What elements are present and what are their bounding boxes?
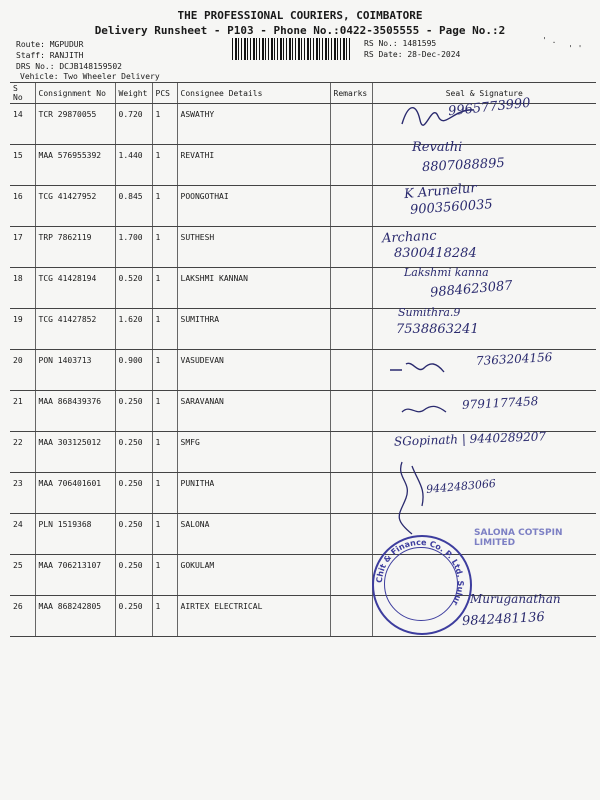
rs-date: RS Date: 28-Dec-2024 — [364, 50, 461, 59]
table-row: 18 TCG 41428194 0.520 1 LAKSHMI KANNAN — [10, 268, 596, 309]
col-signature: Seal & Signature — [372, 83, 596, 104]
table-row: 21 MAA 868439376 0.250 1 SARAVANAN — [10, 391, 596, 432]
table-row: 20 PON 1403713 0.900 1 VASUDEVAN — [10, 350, 596, 391]
signature-row-18-name: Lakshmi kanna — [404, 266, 489, 279]
signature-row-14: 9965773990 — [447, 95, 532, 120]
route-label: Route: MGPUDUR — [16, 40, 84, 49]
signature-row-26-name: Muruganathan — [470, 592, 561, 606]
table-row: 24 PLN 1519368 0.250 1 SALONA — [10, 514, 596, 555]
signature-row-20: 7363204156 — [475, 350, 553, 368]
col-remarks: Remarks — [330, 83, 372, 104]
table-row: 16 TCG 41427952 0.845 1 POONGOTHAI — [10, 186, 596, 227]
signature-row-17-name: Archanc — [381, 228, 438, 247]
staff-label: Staff: RANJITH — [16, 51, 84, 60]
signature-row-19-phone: 7538863241 — [396, 322, 479, 337]
corner-mark-2: ' ' — [568, 44, 583, 53]
table-row: 19 TCG 41427852 1.620 1 SUMITHRA — [10, 309, 596, 350]
company-title: THE PROFESSIONAL COURIERS, COIMBATORE — [177, 9, 423, 22]
runsheet-subtitle: Delivery Runsheet - P103 - Phone No.:0422-3505555 - Page No.:2 — [94, 24, 506, 37]
col-weight: Weight — [115, 83, 152, 104]
barcode — [232, 38, 352, 60]
signature-row-22: SGopinath | 9440289207 — [393, 429, 547, 449]
seal-text: Chit & Finance Co. P. Ltd. Sulur — [374, 537, 466, 607]
svg-text:Chit & Finance Co. P. Ltd. Sul — [375, 538, 465, 607]
salona-stamp-text: SALONA COTSPIN LIMITED — [474, 528, 563, 548]
signature-scribble — [382, 458, 442, 538]
col-consignee: Consignee Details — [177, 83, 330, 104]
vehicle-label: Vehicle: Two Wheeler Delivery — [20, 72, 160, 81]
col-sno: S No — [10, 83, 35, 104]
col-pcs: PCS — [152, 83, 177, 104]
drs-number: DRS No.: DCJB148159502 — [16, 62, 122, 71]
table-row: 14 TCR 29870055 0.720 1 ASWATHY — [10, 104, 596, 145]
signature-row-16-phone: 9003560035 — [409, 197, 494, 218]
rs-number: RS No.: 1481595 — [364, 39, 437, 48]
table-row: 26 MAA 868242805 0.250 1 AIRTEX ELECTRICAL — [10, 596, 596, 637]
signature-row-21: 9791177458 — [461, 394, 539, 412]
signature-row-15-phone: 8807088895 — [421, 155, 506, 176]
signature-scribble — [400, 400, 450, 420]
corner-mark: ' . — [542, 36, 557, 45]
signature-row-15-name: Revathi — [412, 140, 463, 155]
table-row: 17 TRP 7862119 1.700 1 SUTHESH — [10, 227, 596, 268]
col-consignment: Consignment No — [35, 83, 115, 104]
signature-row-19-name: Sumithra.9 — [398, 306, 461, 319]
signature-row-17-phone: 8300418284 — [394, 246, 477, 261]
table-row: 25 MAA 706213107 0.250 1 GOKULAM — [10, 555, 596, 596]
signature-row-26-phone: 9842481136 — [461, 609, 546, 630]
company-seal-stamp — [372, 535, 472, 635]
signature-row-16-name: K Arunelur — [403, 180, 478, 203]
table-row: 22 MAA 303125012 0.250 1 SMFG — [10, 432, 596, 473]
signature-row-18-phone: 9884623087 — [429, 278, 514, 301]
signature-scribble — [388, 358, 468, 380]
table-row: 23 MAA 706401601 0.250 1 PUNITHA — [10, 473, 596, 514]
signature-row-23: 9442483066 — [425, 476, 497, 497]
table-row: 15 MAA 576955392 1.440 1 REVATHI — [10, 145, 596, 186]
seal-lettering — [372, 535, 468, 631]
